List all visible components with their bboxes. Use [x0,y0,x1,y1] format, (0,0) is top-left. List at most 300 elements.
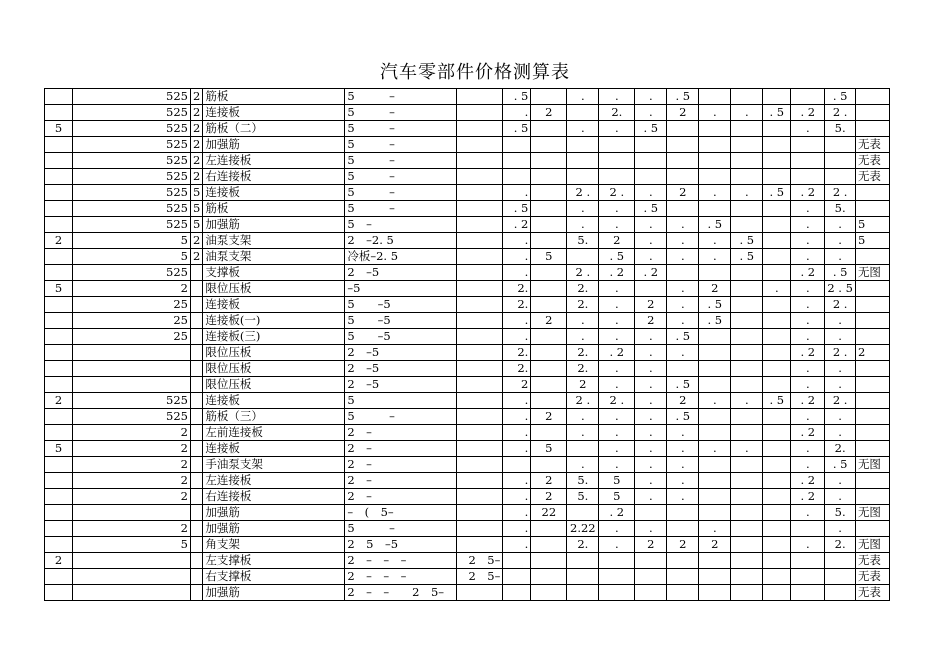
table-cell: 左前连接板 [203,425,345,441]
table-cell: 5 [599,489,635,505]
table-cell: . [825,233,856,249]
table-cell: . 5 [763,393,791,409]
table-cell [855,425,889,441]
table-cell: 5 – [345,185,457,201]
table-cell [457,233,503,249]
table-cell [531,521,567,537]
table-row [45,89,890,105]
table-cell: . [825,313,856,329]
table-cell: 2 [667,105,699,121]
table-cell: 525 [73,217,191,233]
table-cell [667,265,699,281]
table-cell [457,121,503,137]
table-cell [191,441,203,457]
table-cell [531,377,567,393]
table-cell: 2 [73,457,191,473]
table-cell: 5 [191,217,203,233]
table-cell: . 5 [635,201,667,217]
table-cell: . [791,313,825,329]
table-row [45,121,890,137]
table-cell [855,441,889,457]
table-cell: 5 [531,441,567,457]
table-cell: . 5 [699,313,731,329]
table-cell: . [635,457,667,473]
table-cell: . 5 [667,377,699,393]
table-cell: 5 [73,233,191,249]
table-cell: 2 [73,489,191,505]
table-cell: . [667,217,699,233]
table-cell: . [731,441,763,457]
table-cell [635,553,667,569]
table-cell: 5. [567,233,599,249]
table-cell: 2 – [345,425,457,441]
table-cell: 2. [567,345,599,361]
page-title: 汽车零部件价格测算表 [380,62,570,83]
table-cell: . [791,537,825,553]
table-row [45,473,890,489]
table-cell: 2 [73,521,191,537]
table-cell: . [635,361,667,377]
table-cell [45,425,73,441]
table-cell: 2 – [345,457,457,473]
table-cell: 筋板（二） [203,121,345,137]
table-cell: . 2 [791,489,825,505]
table-cell [73,377,191,393]
table-cell: 525 [73,185,191,201]
table-cell: . 5 [731,249,763,265]
table-cell [531,201,567,217]
table-cell: . [567,201,599,217]
table-row [45,393,890,409]
table-cell: . [635,409,667,425]
table-cell: 限位压板 [203,377,345,393]
table-cell [531,329,567,345]
table-cell [457,185,503,201]
table-cell: 525 [73,169,191,185]
table-cell [635,569,667,585]
table-cell: . [667,457,699,473]
table-cell: . [567,425,599,441]
table-cell [763,89,791,105]
table-cell [45,297,73,313]
table-cell [699,121,731,137]
table-cell [667,137,699,153]
table-row [45,409,890,425]
table-cell [855,313,889,329]
table-cell: 5 –5 [345,329,457,345]
table-cell [731,473,763,489]
table-cell: . [667,281,699,297]
table-cell [45,489,73,505]
table-cell [531,169,567,185]
table-cell [855,185,889,201]
table-cell: . [635,441,667,457]
table-cell [191,521,203,537]
table-cell: . [503,249,531,265]
table-cell: . 5 [503,201,531,217]
table-cell: . [567,121,599,137]
table-cell: 5 – [345,521,457,537]
table-cell [45,185,73,201]
table-cell: . [825,489,856,505]
table-cell [667,505,699,521]
table-row [45,345,890,361]
table-row [45,377,890,393]
table-cell: . [825,409,856,425]
table-cell [191,329,203,345]
table-cell [531,185,567,201]
table-cell [531,281,567,297]
table-cell [731,457,763,473]
table-cell [763,233,791,249]
table-cell: . [699,521,731,537]
table-cell: . [825,217,856,233]
table-cell: . [635,521,667,537]
table-cell: 2. [567,537,599,553]
table-cell [457,505,503,521]
table-cell: . [699,441,731,457]
table-cell [825,137,856,153]
table-cell: . [791,217,825,233]
table-cell [73,585,191,601]
table-cell: . [791,233,825,249]
table-cell [191,265,203,281]
table-cell [667,361,699,377]
table-cell [191,297,203,313]
table-cell: . [635,345,667,361]
table-cell [699,473,731,489]
table-cell [667,553,699,569]
table-cell: 2 [599,233,635,249]
table-cell: . [599,313,635,329]
table-cell: . [791,249,825,265]
table-cell [731,345,763,361]
table-row [45,457,890,473]
table-cell [45,265,73,281]
table-cell [191,489,203,505]
table-cell: 2 . [825,185,856,201]
table-cell: 5 [45,281,73,297]
table-cell [731,489,763,505]
table-cell: 2 . [567,393,599,409]
table-cell: 2 . [567,185,599,201]
table-cell: 5 – [345,89,457,105]
table-cell: . [503,537,531,553]
table-cell [825,585,856,601]
table-cell: . [567,313,599,329]
table-cell [567,569,599,585]
table-cell: . 5 [599,249,635,265]
table-cell [503,585,531,601]
table-cell [45,409,73,425]
table-cell [531,393,567,409]
table-cell [457,441,503,457]
table-cell [457,201,503,217]
table-cell: . [791,361,825,377]
table-cell: . [503,393,531,409]
table-cell: . [791,505,825,521]
table-cell: . [791,377,825,393]
table-cell: 5 – [345,409,457,425]
table-row [45,185,890,201]
table-cell: . [503,505,531,521]
table-cell [457,425,503,441]
table-cell: . [503,313,531,329]
table-cell: 5 [191,201,203,217]
table-cell: . [599,441,635,457]
table-cell [191,553,203,569]
table-cell: 525 [73,137,191,153]
table-cell: 2 [191,105,203,121]
table-cell [791,569,825,585]
table-cell [791,169,825,185]
table-cell [599,137,635,153]
table-cell: 5 [345,393,457,409]
table-cell: . [791,121,825,137]
table-cell: . [635,377,667,393]
table-cell [699,489,731,505]
table-cell: 2. [567,281,599,297]
table-cell [531,297,567,313]
table-cell [45,457,73,473]
table-cell [73,553,191,569]
table-cell: 525 [73,265,191,281]
table-cell: 2 5– [457,553,503,569]
table-cell: 5 – [345,121,457,137]
table-cell [855,249,889,265]
table-cell [791,585,825,601]
table-cell [731,313,763,329]
table-cell [567,137,599,153]
table-cell [531,217,567,233]
table-cell [457,393,503,409]
table-cell [531,233,567,249]
table-cell: 5 – [345,137,457,153]
table-cell: 2 –5 [345,345,457,361]
table-cell [503,137,531,153]
table-cell: 2 5 –5 [345,537,457,553]
table-cell [763,153,791,169]
table-cell: . 5 [699,217,731,233]
table-cell [457,457,503,473]
table-cell [599,169,635,185]
table-cell [191,345,203,361]
table-cell: 5. [825,505,856,521]
table-cell: 无图 [855,265,889,281]
table-cell: . [599,361,635,377]
table-row [45,329,890,345]
table-cell [731,329,763,345]
table-cell [457,217,503,233]
table-row [45,425,890,441]
table-cell [731,281,763,297]
table-cell [763,137,791,153]
table-row [45,233,890,249]
table-cell: . [667,473,699,489]
table-cell: 25 [73,329,191,345]
table-cell: . [699,185,731,201]
table-cell [699,137,731,153]
table-cell [667,585,699,601]
table-cell [699,505,731,521]
table-cell [45,137,73,153]
table-cell: 5 [73,249,191,265]
table-cell: . [599,217,635,233]
table-cell: . [667,345,699,361]
table-cell: 2 [73,473,191,489]
table-cell [191,585,203,601]
table-cell: . 2 [791,473,825,489]
table-cell: 左支撑板 [203,553,345,569]
table-cell: 2 5– [457,569,503,585]
table-cell: . [599,201,635,217]
table-cell [567,249,599,265]
table-cell: . [567,457,599,473]
table-cell [825,169,856,185]
table-cell: 525 [73,89,191,105]
table-cell: 手油泵支架 [203,457,345,473]
table-cell: 2 [567,377,599,393]
table-cell: 右连接板 [203,489,345,505]
table-cell: . [825,425,856,441]
table-cell: 角支架 [203,537,345,553]
table-cell: . [825,473,856,489]
table-cell: . 5 [763,185,791,201]
table-cell: 加强筋 [203,137,345,153]
table-cell: 5. [567,473,599,489]
table-cell: 22 [531,505,567,521]
table-cell: 2. [599,105,635,121]
table-cell [763,585,791,601]
table-cell: . 5 [825,457,856,473]
table-cell: . [791,281,825,297]
table-cell [855,329,889,345]
table-cell: . [699,233,731,249]
table-cell: . [791,297,825,313]
table-cell: . 5 [825,89,856,105]
table-row [45,505,890,521]
table-cell: 2 [73,441,191,457]
table-cell: 冷板–2. 5 [345,249,457,265]
table-cell [191,569,203,585]
table-cell: . [667,313,699,329]
table-cell [763,537,791,553]
table-cell: 2 [635,313,667,329]
table-cell: 支撑板 [203,265,345,281]
table-cell [699,569,731,585]
table-cell [763,217,791,233]
table-cell: 左连接板 [203,473,345,489]
table-cell: 2. [825,537,856,553]
table-cell [731,121,763,137]
table-cell: . [699,105,731,121]
table-cell: . [731,185,763,201]
table-cell: 5 –5 [345,297,457,313]
table-cell [457,169,503,185]
table-cell: 2. [567,297,599,313]
table-cell [567,169,599,185]
table-cell [699,345,731,361]
table-cell: 525 [73,153,191,169]
table-cell: 5 – [345,169,457,185]
table-cell [45,249,73,265]
table-cell [45,329,73,345]
table-cell [599,569,635,585]
table-cell: 2 [73,425,191,441]
table-cell [191,313,203,329]
table-cell: . [599,377,635,393]
table-cell [45,201,73,217]
table-cell [457,537,503,553]
table-row [45,249,890,265]
table-cell [531,89,567,105]
table-cell: . [503,329,531,345]
table-cell: . [503,265,531,281]
table-cell: . [567,217,599,233]
table-cell: 525 [73,105,191,121]
table-cell: 525 [73,393,191,409]
table-cell [699,361,731,377]
table-cell [731,217,763,233]
table-cell [763,457,791,473]
table-cell: 加强筋 [203,505,345,521]
table-cell [763,553,791,569]
table-cell [457,329,503,345]
table-cell [699,265,731,281]
table-cell [731,585,763,601]
table-cell [699,329,731,345]
table-cell: . [667,489,699,505]
table-cell: 2 [191,249,203,265]
table-cell [731,297,763,313]
table-cell [45,217,73,233]
table-cell: . [635,89,667,105]
table-cell: 5 – [345,105,457,121]
table-cell [191,361,203,377]
table-cell [667,521,699,537]
table-cell: . [599,457,635,473]
table-cell [731,569,763,585]
table-cell [531,121,567,137]
table-cell [763,249,791,265]
table-cell: 525 [73,201,191,217]
table-cell: 2. [825,441,856,457]
table-cell: . 2 [791,105,825,121]
table-cell [73,505,191,521]
table-cell [45,153,73,169]
table-cell [503,569,531,585]
table-cell: 连接板(三) [203,329,345,345]
table-cell: 限位压板 [203,345,345,361]
table-row [45,137,890,153]
table-cell: 2. [503,361,531,377]
table-cell: . [791,329,825,345]
table-cell [763,425,791,441]
table-cell [191,281,203,297]
table-cell [531,585,567,601]
table-cell [763,377,791,393]
table-cell: . 2 [791,345,825,361]
table-cell: 2 –5 [345,377,457,393]
table-cell [791,153,825,169]
table-cell: 筋板（三） [203,409,345,425]
table-cell [45,377,73,393]
table-row [45,441,890,457]
table-cell [763,265,791,281]
table-cell [599,553,635,569]
table-cell [457,89,503,105]
table-cell [45,361,73,377]
